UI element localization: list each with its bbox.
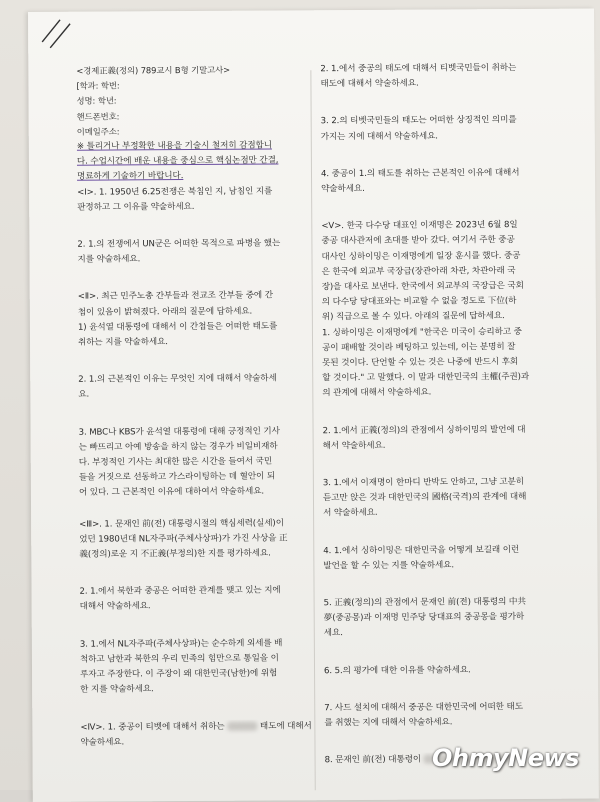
question-line: 다. 부정적인 기사는 최대한 많은 시간을 들여서 국민 [78,456,273,468]
question-line: 판정하고 그 이유를 약술하세요. [77,201,195,213]
question-text: 태도에 대해서 [259,720,312,732]
exam-header [76,62,334,140]
question-line: 취하는 지를 약술하세요. [77,337,168,348]
right-column [320,61,584,769]
question-line: 공이 패배할 것이라 베팅하고 있는데, 이는 분명히 잘 [322,341,516,354]
question-2-2 [78,371,336,403]
question-line: 약술하세요. [321,183,365,195]
question-line: 3. 1.에서 NL자주파(주체사상파)는 순수하게 외세를 배 [79,638,283,650]
question-3-2 [80,583,338,615]
question-line: 3. 2.의 티벳국민들의 태도는 어떠한 상징적인 의미를 [320,115,517,127]
question-line: 가지는 지에 대해서 약술하세요. [320,131,438,142]
header-department: [학과: 학번: [76,80,120,91]
question-5-7 [324,700,584,732]
question-line: 듣고만 앉은 것과 대한민국의 國格(국격)의 관계에 대해 [322,492,527,504]
question-line: 대해서 약술하세요. [79,601,151,613]
question-text: 8. 문재인 前(전) 대통령이 [324,754,422,766]
question-line: <Ⅲ>. 1. 문재인 前(전) 대통령시절의 핵심세력(실세)이 [79,518,284,530]
question-5-2 [323,422,583,454]
question-line: 은 한국에 외교부 국장급(장관아래 차관, 차관아래 국 [321,265,516,278]
question-5-6 [324,662,584,679]
question-5-4 [323,542,583,574]
header-title: <경제正義(정의) 789교시 B형 기말고사> [76,64,231,76]
question-line: 夢(중공몽)과 이재명 민주당 당대표의 중공몽을 평가하 [323,612,525,624]
question-line: 6. 5.의 평가에 대한 이유를 약술하세요. [323,664,471,676]
question-line [80,719,338,736]
question-4-2 [320,61,580,93]
question-4-4 [321,165,581,197]
header-phone: 핸드폰번호: [76,111,120,122]
question-1-1 [77,184,335,216]
question-line: 를 취했는 지에 대해서 약술하세요. [324,717,453,729]
question-line: 약술하세요. [80,737,125,748]
question-line: 해서 약술하세요. [322,440,386,452]
header-name: 성명: 학년: [76,95,117,107]
question-line: 루자고 주장한다. 이 주장이 왜 대한민국(남한)에 위험 [80,668,278,680]
question-line: 1) 윤석열 대통령에 대해서 이 간첩들은 어떠한 태도를 [77,321,278,333]
question-line: 지를 약술하세요. [77,254,141,265]
warning-line: ※ 틀리거나 부정확한 내용을 기술시 철저히 감점합니 [76,140,272,152]
question-line: 장)을 대사로 보낸다. 한국에서 외교부의 국장급은 국회 [321,281,524,293]
question-line: 위) 직급으로 볼 수 있다. 아래의 질문에 답하세요. [321,311,505,323]
question-line: 7. 사드 설치에 대해서 중공은 대한민국에 어떠한 태도 [324,701,523,714]
question-line: 못된 것이다. 단언할 수 있는 것은 나중에 반드시 후회 [322,357,519,369]
question-line: 중공 대사관저에 초대를 받아 갔다. 여기서 주한 중공 [321,235,515,247]
question-line: 한 지를 약술하세요. [80,684,154,695]
question-line: 의 관계에 대해서 약술하세요. [322,387,432,399]
watermark-logo: OhmyNews [432,744,579,772]
question-line: 척하고 남한과 북한의 우리 민족의 힘만으로 통일을 이 [79,653,279,665]
question-5-5 [324,595,584,642]
pen-mark-icon [34,12,94,62]
question-text: <Ⅳ>. 1. 중공이 티벳에 대해서 취하는 [80,721,225,733]
exam-sheet [28,9,599,802]
question-line: <Ⅰ>. 1. 1950년 6.25전쟁은 북침인 지, 남침인 지를 [77,186,273,198]
question-line: 2. 1.의 근본적인 이유는 무엇인 지에 대해서 약술하세 [78,373,277,385]
question-line: 3. 1.에서 이재명이 한마디 반박도 안하고, 그냥 고분히 [322,477,525,489]
question-line: 1. 싱하이밍은 이재명에게 "한국은 미국이 승리하고 중 [321,326,522,338]
redacted-text [227,721,257,730]
question-line: 義(정의)로운 지 不正義(부정의)한 지를 평가하세요. [79,548,271,560]
header-email: 이메일주소: [76,126,120,137]
warning-line: 다. 수업시간에 배운 내용을 중심으로 핵심논점만 간결, [76,155,279,167]
question-line: 들을 거짓으로 선동하고 가스라이팅하는 데 혈안이 되 [78,471,276,483]
question-line: 2. 1.에서 正義(정의)의 관점에서 싱하이밍의 발언에 대 [322,424,526,436]
question-line: 4. 중공이 1.의 태도를 취하는 근본적인 이유에 대해서 [320,167,520,180]
warning-notice [77,138,335,185]
question-line: 2. 1.에서 중공의 태도에 대해서 티벳국민들이 취하는 [320,63,517,75]
question-line: 어 있다. 그 근본적인 이유에 대하여서 약술하세요. [78,487,265,499]
question-line: 서 약술하세요. [323,508,378,519]
question-line: 2. 1.의 전쟁에서 UN군은 어떠한 목적으로 파병을 했는 [77,238,281,250]
question-line: 4. 1.에서 싱하이밍은 대한민국을 어떻게 보길래 이런 [323,544,520,556]
question-2-intro [78,289,336,321]
question-line: 2. 1.에서 북한과 중공은 어떠한 관계를 맺고 있는 지에 [79,585,281,597]
left-column [76,62,338,750]
question-line: 태도에 대해서 약술하세요. [320,78,419,90]
question-line: 할 것이다." 고 말했다. 이 말과 대한민국의 主權(주권)과 [322,372,530,384]
question-5-3 [323,475,583,522]
question-line: 5. 正義(정의)의 관점에서 문재인 前(전) 대통령의 中共 [323,597,526,609]
warning-line: 명료하게 기술하기 바랍니다. [76,171,184,183]
question-line: 는 빠뜨리고 아예 방송을 하지 않는 경우가 비일비재하 [78,441,278,453]
question-5-intro [321,218,582,402]
question-line: <Ⅴ>. 한국 다수당 대표인 이재명은 2023년 6월 8일 [321,220,518,232]
question-line: 첩이 있음이 밝혀졌다. 아래의 질문에 답하세요. [77,306,253,318]
question-4-1 [80,719,338,751]
question-2-3 [79,424,337,502]
question-line: <Ⅱ>. 최근 민주노총 간부들과 전교조 간부들 중에 간 [77,290,273,303]
question-4-3 [321,113,581,145]
question-line: 었던 1980년대 NL자주파(주체사상파)가 가진 사상을 正 [79,533,288,545]
question-line: 요. [78,390,90,401]
question-1-2 [77,236,335,268]
question-line: 의 다수당 당대표와는 비교할 수 없을 정도로 下位(하 [321,296,517,308]
question-line: 3. MBC나 KBS가 윤석열 대통령에 대해 긍정적인 기사 [78,426,280,438]
question-2-1 [78,319,336,351]
question-line: 대사인 싱하이밍은 이재명에게 일장 훈시를 했다. 중공 [321,250,521,262]
question-3-3 [80,636,338,698]
question-3-1 [79,516,337,563]
question-line: 세요. [323,628,343,639]
question-line: 발언을 할 수 있는 지를 약술하세요. [323,560,455,572]
